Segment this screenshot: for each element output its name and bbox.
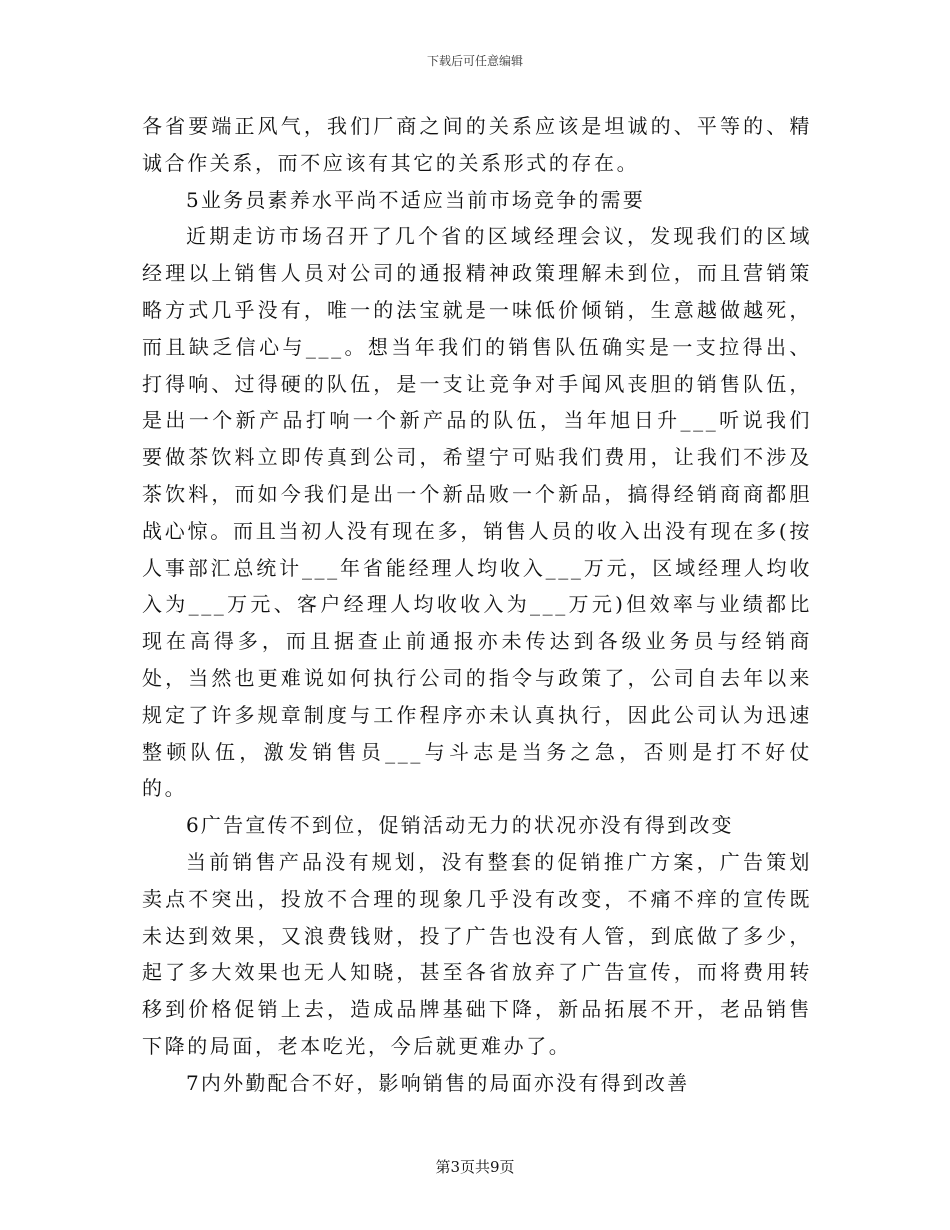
document-body (142, 108, 812, 1102)
section-heading-7: 7内外勤配合不好，影响销售的局面亦没有得到改善 (186, 1070, 690, 1095)
section-heading-6: 6广告宣传不到位，促销活动无力的状况亦没有得到改变 (186, 813, 734, 838)
paragraph-1: 各省要端正风气，我们厂商之间的关系应该是坦诚的、平等的、精诚合作关系，而不应该有其它的关系形式的存在。 (142, 114, 812, 175)
paragraph-2: 近期走访市场召开了几个省的区域经理会议，发现我们的区域经理以上销售人员对公司的通报精神政策理解未到位，而且营销策略方式几乎没有，唯一的法宝就是一味低价倾销，生意越做越死，而且缺乏信心与___。想当年我们的销售队伍确实是一支拉得出、打得响、过得硬的队伍，是一支让竞争对手闻风丧胆的销售队伍，是出一个新产品打响一个新产品的队伍，当年旭日升___听说我们要做茶饮料立即传真到公司，希望宁可贴我们费用，让我们不涉及茶饮料，而如今我们是出一个新品败一个新品，搞得经销商商都胆战心惊。而且当初人没有现在多，销售人员的收入出没有现在多(按人事部汇总统计___年省能经理人均收入___万元，区域经理人均收入为___万元、客户经理人均收收入为___万元)但效率与业绩都比现在高得多，而且据查止前通报亦未传达到各级业务员与经销商处，当然也更难说如何执行公司的指令与政策了，公司自去年以来规定了许多规章制度与工作程序亦未认真执行，因此公司认为迅速整顿队伍，激发销售员___与斗志是当务之急，否则是打不好仗的。 (142, 224, 812, 801)
page-header-note: 下载后可任意编辑 (426, 54, 523, 68)
paragraph-3: 当前销售产品没有规划，没有整套的促销推广方案，广告策划卖点不突出，投放不合理的现象几乎没有改变，不痛不痒的宣传既未达到效果，又浪费钱财，投了广告也没有人管，到底做了多少，起了多大效果也无人知晓，甚至各省放弃了广告宣传，而将费用转移到价格促销上去，造成品牌基础下降，新品拓展不开，老品销售下降的局面，老本吃光，今后就更难办了。 (142, 849, 812, 1058)
page-number: 第3页共9页 (435, 1158, 515, 1176)
section-heading-5: 5业务员素养水平尚不适应当前市场竞争的需要 (186, 187, 645, 212)
